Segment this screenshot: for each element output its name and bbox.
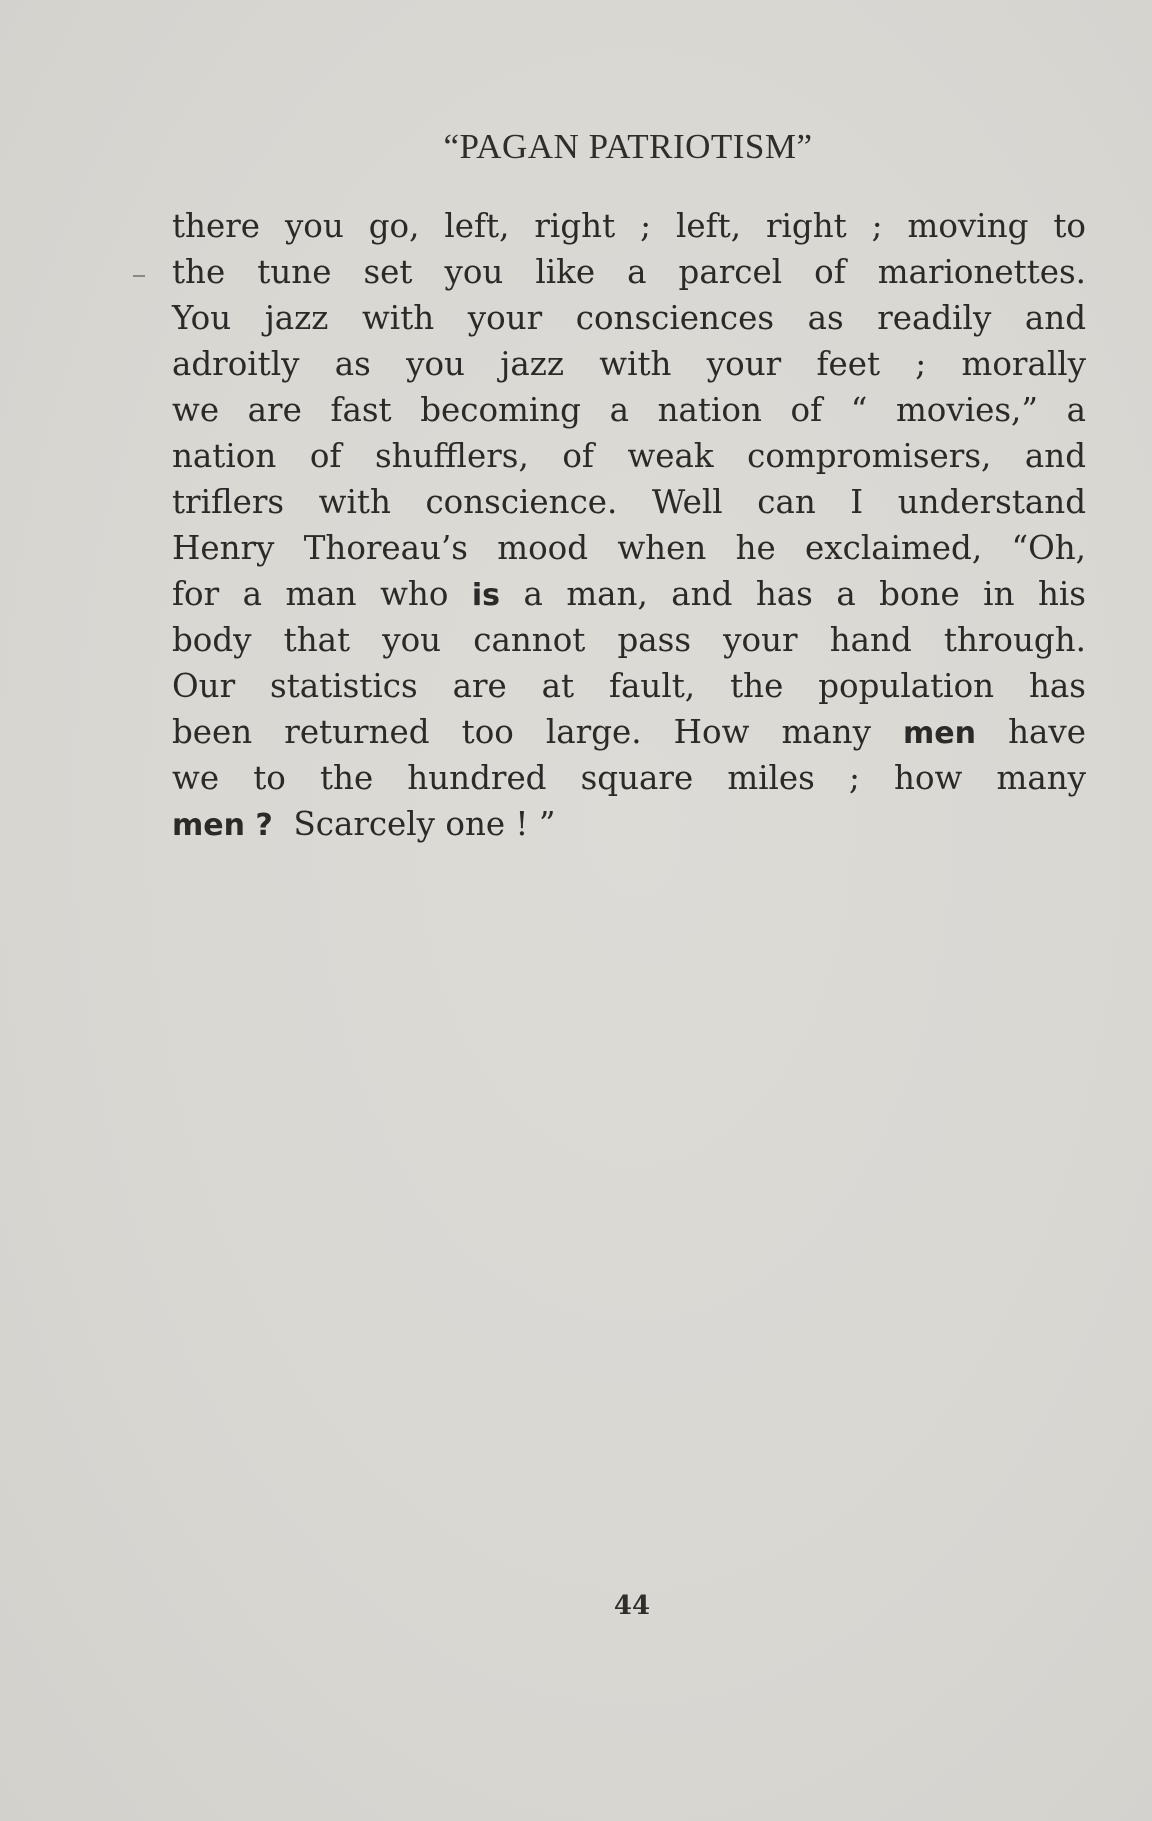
text-line: we are fast becoming a nation of “ movies,” a (172, 391, 1086, 429)
text-line: we to the hundred square miles ; how many (172, 759, 1086, 797)
text-line: been returned too large. How many men have (172, 713, 1086, 751)
text-line: the tune set you like a parcel of marionettes. (172, 253, 1086, 291)
text-line: Henry Thoreau’s mood when he exclaimed, “Oh, (172, 529, 1086, 567)
emphasis: is (471, 578, 500, 613)
body-text (172, 203, 1086, 847)
text-line: adroitly as you jazz with your feet ; morally (172, 345, 1086, 383)
text-line: for a man who is a man, and has a bone in his (172, 575, 1086, 613)
page-number: 44 (613, 1591, 651, 1621)
margin-mark (133, 275, 145, 277)
text-line: You jazz with your consciences as readily and (172, 299, 1086, 337)
text-line: triflers with conscience. Well can I understand (172, 483, 1086, 521)
emphasis: men ? (172, 808, 273, 843)
text-line: men ? Scarcely one ! ” (172, 805, 556, 843)
text-line: body that you cannot pass your hand through. (172, 621, 1086, 659)
running-head: “PAGAN PATRIOTISM” (443, 127, 813, 166)
text-line: there you go, left, right ; left, right ; moving to (172, 207, 1086, 245)
text-line: nation of shufflers, of weak compromisers, and (172, 437, 1086, 475)
text-line: Our statistics are at fault, the population has (172, 667, 1086, 705)
emphasis: men (903, 716, 977, 751)
